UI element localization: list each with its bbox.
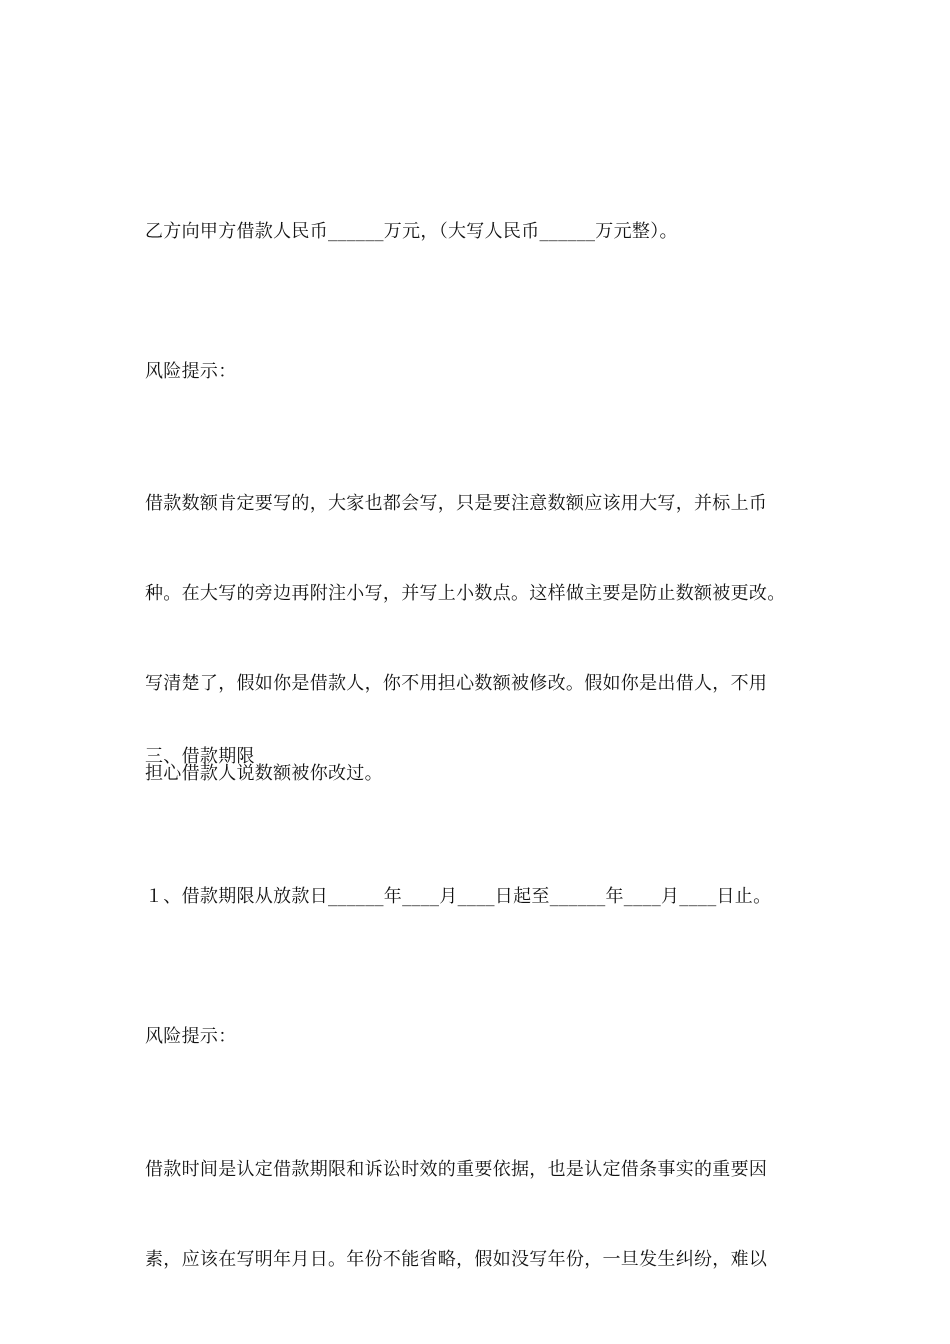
loan-term-clause [145,822,815,972]
text-line: 借款数额肯定要写的，大家也都会写，只是要注意数额应该用大写，并标上币 [145,493,768,514]
text-line: 风险提示： [145,361,237,382]
text-line: 种。在大写的旁边再附注小写，并写上小数点。这样做主要是防止数额被更改。 [145,583,786,604]
risk-warning-heading [145,962,815,1112]
section-heading-loan-term [145,682,815,832]
loan-amount-clause [145,157,815,307]
risk-warning-heading [145,297,815,447]
text-line: １、借款期限从放款日______年____月____日起至______年____月____日止。 [145,886,772,907]
text-line: 写清楚了，假如你是借款人，你不用担心数额被修改。假如你是出借人，不用 [145,673,768,694]
text-line: 乙方向甲方借款人民币______万元，（大写人民币______万元整）。 [145,221,678,242]
loan-term-risk-text [145,1095,815,1335]
text-line: 风险提示： [145,1026,237,1047]
text-line: 三、借款期限 [145,746,255,767]
text-line: 素，应该在写明年月日。年份不能省略，假如没写年份，一旦发生纠纷，难以 [145,1249,768,1270]
text-line: 借款时间是认定借款期限和诉讼时效的重要依据，也是认定借条事实的重要因 [145,1159,768,1180]
text-line: 担心借款人说数额被你改过。 [145,763,383,784]
